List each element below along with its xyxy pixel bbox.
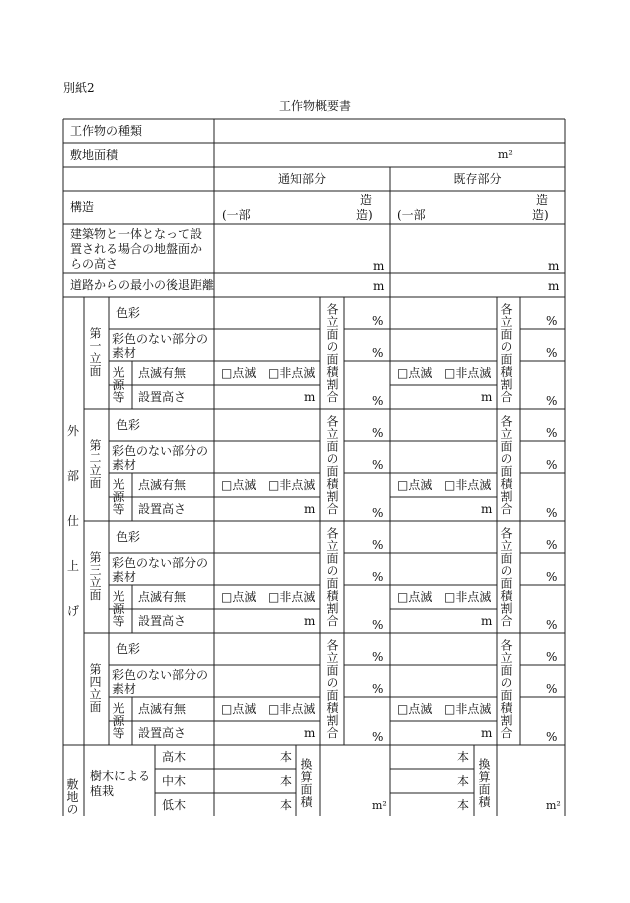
height-label-line2: 置される場合の地盤面か [70,242,203,256]
planting-label-line1: 樹木による [90,769,151,783]
facade-name: 第四立面 [88,663,102,713]
area-ratio-label-notice: 各立面の面積割合 [325,415,339,515]
tall-tree-label: 高木 [162,750,187,764]
document-title: 工作物概要書 [278,99,351,113]
percent-unit: % [546,570,558,584]
nonblink-checkbox-existing[interactable]: □非点滅 [444,478,492,492]
notice-section-header: 通知部分 [277,172,326,186]
material-label-line1: 彩色のない部分の [112,444,209,458]
percent-unit: % [546,650,558,664]
setback-unit-notice: m [373,279,385,293]
blink-checkbox-existing[interactable]: □点滅 [397,366,433,380]
light-source-label: 光源等 [111,702,125,740]
low-tree-label: 低木 [162,798,187,812]
material-label-line2: 素材 [112,570,137,584]
install-height-unit-notice: m [304,726,316,740]
percent-unit: % [546,314,558,328]
blink-checkbox-notice[interactable]: □点滅 [221,702,257,716]
nonblink-checkbox-notice[interactable]: □非点滅 [268,702,316,716]
blink-label: 点滅有無 [138,478,187,492]
percent-unit: % [372,458,384,472]
install-height-label: 設置高さ [138,502,187,516]
exterior-label-char: げ [67,604,80,618]
install-height-unit-existing: m [481,390,493,404]
percent-unit: % [546,538,558,552]
type-label: 工作物の種類 [70,124,143,138]
nonblink-checkbox-existing[interactable]: □非点滅 [444,366,492,380]
structure-label: 構造 [70,200,95,214]
nonblink-checkbox-notice[interactable]: □非点滅 [268,590,316,604]
blink-checkbox-existing[interactable]: □点滅 [397,590,433,604]
facade-1 [84,297,564,409]
mid-tree-label: 中木 [162,774,187,788]
percent-unit: % [372,570,384,584]
facade-4 [84,633,564,745]
percent-unit: % [372,506,384,520]
color-label: 色彩 [116,530,141,544]
percent-unit: % [546,618,558,632]
structure-zo-existing: 造 [536,193,549,207]
exterior-label-char: 外 [67,424,80,438]
converted-area-unit-existing: m² [546,799,561,812]
material-label-line1: 彩色のない部分の [112,668,209,682]
percent-unit: % [372,314,384,328]
install-height-unit-existing: m [481,614,493,628]
percent-unit: % [372,618,384,632]
material-label-line2: 素材 [112,346,137,360]
converted-area-unit-notice: m² [372,799,387,812]
area-ratio-label-existing: 各立面の面積割合 [499,639,513,739]
facade-2 [84,409,564,521]
blink-label: 点滅有無 [138,366,187,380]
area-ratio-label-existing: 各立面の面積割合 [499,527,513,627]
blink-label: 点滅有無 [138,702,187,716]
nonblink-checkbox-notice[interactable]: □非点滅 [268,366,316,380]
height-label-line3: らの高さ [70,257,119,271]
install-height-unit-notice: m [304,502,316,516]
material-label-line2: 素材 [112,458,137,472]
setback-unit-existing: m [548,279,560,293]
material-label-line1: 彩色のない部分の [112,556,209,570]
tree-count-unit: 本 [457,774,470,788]
percent-unit: % [546,506,558,520]
color-label: 色彩 [116,418,141,432]
install-height-label: 設置高さ [138,726,187,740]
percent-unit: % [372,346,384,360]
area-ratio-label-existing: 各立面の面積割合 [499,415,513,515]
material-label-line1: 彩色のない部分の [112,332,209,346]
area-ratio-label-notice: 各立面の面積割合 [325,303,339,403]
blink-checkbox-notice[interactable]: □点滅 [221,366,257,380]
height-unit-existing: m [548,259,560,273]
site-area-value-field[interactable] [215,144,495,166]
existing-section-header: 既存部分 [453,172,502,186]
area-ratio-label-notice: 各立面の面積割合 [325,639,339,739]
percent-unit: % [372,538,384,552]
blink-checkbox-existing[interactable]: □点滅 [397,702,433,716]
nonblink-checkbox-existing[interactable]: □非点滅 [444,590,492,604]
tree-count-unit: 本 [280,798,293,812]
color-label: 色彩 [116,642,141,656]
install-height-label: 設置高さ [138,614,187,628]
height-unit-notice: m [373,259,385,273]
area-ratio-label-existing: 各立面の面積割合 [499,303,513,403]
light-source-label: 光源等 [111,366,125,404]
nonblink-checkbox-notice[interactable]: □非点滅 [268,478,316,492]
exterior-label-char: 仕 [67,514,80,528]
site-greening-side-label: 敷地の [65,778,79,816]
converted-area-label-notice: 換算面積 [299,758,313,808]
tree-count-unit: 本 [457,798,470,812]
tree-count-unit: 本 [280,750,293,764]
install-height-unit-existing: m [481,502,493,516]
exterior-label-char: 部 [67,469,80,483]
percent-unit: % [372,682,384,696]
converted-area-label-existing: 換算面積 [477,758,491,808]
color-label: 色彩 [116,306,141,320]
structure-partial-notice: (一部 [222,208,251,222]
light-source-label: 光源等 [111,478,125,516]
structure-zo-close-notice: 造) [356,208,373,222]
percent-unit: % [546,394,558,408]
install-height-unit-existing: m [481,726,493,740]
facade-name: 第二立面 [88,439,102,489]
facade-3 [84,521,564,633]
structure-zo-close-existing: 造) [532,208,549,222]
percent-unit: % [372,394,384,408]
area-ratio-label-notice: 各立面の面積割合 [325,527,339,627]
facade-name: 第一立面 [88,327,102,377]
blink-checkbox-notice[interactable]: □点滅 [221,478,257,492]
install-height-label: 設置高さ [138,390,187,404]
blink-checkbox-existing[interactable]: □点滅 [397,478,433,492]
structure-partial-existing: (一部 [397,208,426,222]
percent-unit: % [546,346,558,360]
light-source-label: 光源等 [111,590,125,628]
tree-count-unit: 本 [457,750,470,764]
blink-checkbox-notice[interactable]: □点滅 [221,590,257,604]
site-area-label: 敷地面積 [70,148,119,162]
percent-unit: % [372,426,384,440]
nonblink-checkbox-existing[interactable]: □非点滅 [444,702,492,716]
blink-label: 点滅有無 [138,590,187,604]
tree-count-unit: 本 [280,774,293,788]
percent-unit: % [546,730,558,744]
percent-unit: % [546,682,558,696]
planting-label-line2: 植栽 [90,784,115,798]
percent-unit: % [546,426,558,440]
percent-unit: % [372,730,384,744]
structure-zo-notice: 造 [360,193,373,207]
setback-label: 道路からの最小の後退距離 [70,278,215,292]
site-area-unit: m² [498,148,513,161]
exterior-label-char: 上 [67,559,80,573]
install-height-unit-notice: m [304,614,316,628]
install-height-unit-notice: m [304,390,316,404]
page-label: 別紙2 [63,81,95,95]
material-label-line2: 素材 [112,682,137,696]
height-label-line1: 建築物と一体となって設 [70,227,203,241]
type-value-field[interactable] [215,120,564,142]
facade-name: 第三立面 [88,551,102,601]
percent-unit: % [546,458,558,472]
percent-unit: % [372,650,384,664]
